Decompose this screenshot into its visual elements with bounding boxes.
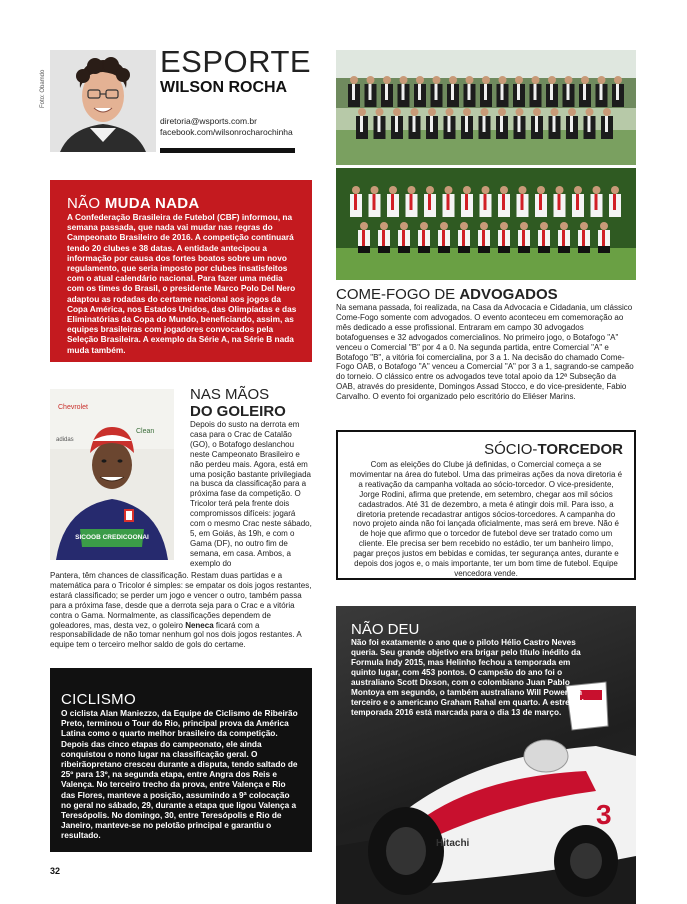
player-head <box>614 76 622 84</box>
player-stripe <box>413 116 416 132</box>
player-shorts <box>356 132 368 139</box>
comefogo-title <box>336 286 558 303</box>
player-shorts <box>458 246 470 253</box>
player-stripe <box>535 116 538 132</box>
player-head <box>600 222 608 230</box>
player-stripe <box>468 84 471 100</box>
player-stripe <box>428 194 431 210</box>
player-stripe <box>465 116 468 132</box>
player-stripe <box>616 84 619 100</box>
contact-info <box>160 116 293 138</box>
player-shorts <box>530 100 542 107</box>
player-stripe <box>595 194 598 210</box>
player-stripe <box>462 230 465 246</box>
player-shorts <box>535 210 547 217</box>
player-shorts <box>538 246 550 253</box>
facebook-link[interactable]: facebook.com/wilsonrocharochinha <box>160 127 293 137</box>
player-stripe <box>534 84 537 100</box>
player-head <box>480 222 488 230</box>
player-head <box>426 186 434 194</box>
player-stripe <box>600 84 603 100</box>
player-head <box>460 222 468 230</box>
player-shorts <box>558 246 570 253</box>
goalkeeper-title <box>190 386 286 420</box>
player-stripe <box>360 116 363 132</box>
player-shorts <box>497 100 509 107</box>
goalkeeper-text-before: Pantera, têm chances de classificação. Restam duas partidas e a matemática para o Tricolor é simples: se empatar os dois jogos restantes, estará classificado; se perder um jogo e vencer o outro, também passa para a próxima fase, desde que a derrota seja para o Crac e a vitória contra o Gama. Normalmente, as classificações dependem de goleadores, mas, desta vez, o goleiro <box>50 571 312 630</box>
cycling-body: O ciclista Alan Maniezzo, da Equipe de Ciclismo de Ribeirão Preto, terminou o Tour do Rio, principal prova da América Latina como o quarto melhor brasileiro da competição. Depois das cinco etapas do campeonato, ele ainda conquistou o nono lugar na classificação geral. O ribeirãopretano cresceu durante a disputa, tendo saltado de 25º para 13º, na segunda etapa, entre Angra dos Reis e Valença. No terceiro trecho da prova, entre Valença e Rio das Flores, manteve a posição, assumindo a 9ª colocação no geral no sábado, 29, durante a etapa que ligou Valença a Teresópolis. No domingo, 30, entre Teresópolis e Rio de Janeiro, manteve-se no pelotão principal e garantiu o resultado. <box>61 708 298 841</box>
player-shorts <box>591 210 603 217</box>
player-stripe <box>435 84 438 100</box>
player-stripe <box>502 230 505 246</box>
player-stripe <box>582 230 585 246</box>
page-number: 32 <box>50 866 61 876</box>
nao-deu-driver-name: Hélio Castro Neves <box>501 638 576 647</box>
player-stripe <box>430 116 433 132</box>
player-stripe <box>484 194 487 210</box>
svg-text:Chevrolet: Chevrolet <box>58 404 88 411</box>
player-stripe <box>451 84 454 100</box>
player-shorts <box>478 246 490 253</box>
player-head <box>540 222 548 230</box>
player-head <box>383 76 391 84</box>
player-head <box>380 222 388 230</box>
player-head <box>482 186 490 194</box>
player-shorts <box>579 100 591 107</box>
player-head <box>463 108 471 116</box>
car-number: 3 <box>596 799 612 830</box>
player-head <box>367 76 375 84</box>
player-head <box>416 76 424 84</box>
player-shorts <box>414 100 426 107</box>
team-photo-comercial <box>336 168 636 280</box>
player-shorts <box>596 100 608 107</box>
goalkeeper-title-line2: DO GOLEIRO <box>190 403 286 420</box>
svg-text:adidas: adidas <box>56 437 74 443</box>
player-head <box>533 108 541 116</box>
player-shorts <box>358 246 370 253</box>
player-head <box>400 76 408 84</box>
player-head <box>568 108 576 116</box>
player-shorts <box>365 100 377 107</box>
player-stripe <box>518 116 521 132</box>
shirt-sponsor: SICOOB CREDICOONAI <box>75 534 149 541</box>
player-shorts <box>531 132 543 139</box>
player-stripe <box>542 230 545 246</box>
player-stripe <box>418 84 421 100</box>
player-head <box>598 76 606 84</box>
player-shorts <box>480 210 492 217</box>
player-shorts <box>391 132 403 139</box>
player-head <box>466 76 474 84</box>
player-head <box>411 108 419 116</box>
player-shorts <box>498 246 510 253</box>
cycling-title: CICLISMO <box>61 691 136 708</box>
player-head <box>593 186 601 194</box>
red-news-box <box>50 180 312 362</box>
player-head <box>611 186 619 194</box>
player-shorts <box>406 210 418 217</box>
player-shorts <box>479 132 491 139</box>
player-stripe <box>362 230 365 246</box>
goalkeeper-illustration <box>50 389 174 560</box>
player-stripe <box>382 230 385 246</box>
goalkeeper-title-line1: NAS MÃOS <box>190 386 270 403</box>
player-shorts <box>563 100 575 107</box>
player-shorts <box>350 210 362 217</box>
player-stripe <box>378 116 381 132</box>
player-stripe <box>501 84 504 100</box>
player-shorts <box>418 246 430 253</box>
player-shorts <box>578 246 590 253</box>
player-shorts <box>609 210 621 217</box>
comefogo-body: Na semana passada, foi realizada, na Casa da Advocacia e Cidadania, um clássico Come-Fogo somente com advogados. O evento aconteceu em comemoração ao mês dedicado a esse profissional. Entraram em campo 30 advogados botafoguenses e 32 advogados comercialinos. No primeiro jogo, o Botafogo "A" venceu o Comercial "B" por 4 a 0. Na segunda partida, entre Comercial "A" e Botafogo "B", a vitória foi comercialina, por 3 a 1. Na decisão do chamado Come-Fogo OAB, o Botafogo "A" venceu a Comercial "A" por 3 a 1, sagrando-se campeão do torneio. O clássico entre os advogados teve total apoio da 12ª Subseção da OAB, através do presidente, Domingos Assad Stocco, e do vice-presidente, Fabio Carvalho. O evento foi organizado pelo escritório do Eliéser Marins. <box>336 303 634 402</box>
player-head <box>446 108 454 116</box>
player-shorts <box>496 132 508 139</box>
player-head <box>498 108 506 116</box>
player-shorts <box>409 132 421 139</box>
player-head <box>449 76 457 84</box>
email-link[interactable]: diretoria@wsports.com.br <box>160 116 257 126</box>
player-stripe <box>550 84 553 100</box>
player-stripe <box>522 230 525 246</box>
red-box-title-plain: NÃO <box>67 195 105 212</box>
red-box-body: A Confederação Brasileira de Futebol (CBF) informou, na semana passada, que nada vai mudar nas regras do Campeonato Brasileiro de 2016. A competição continuará tendo 20 clubes e 38 datas. A entidade antecipou a informação por causa dos fortes boatos sobre um novo regulamento, que seria imposto por clubes insatisfeitos com o atual calendário nacional. Para fazer uma média com os times do Brasil, o presidente Marco Polo Del Nero adaptou as rodadas do certame nacional aos jogos da Copa América, nos Estados Unidos, das Olimpíadas e das Eliminatórias da Copa do Mundo, beneficiando, assim, as equipes brasileiras com jogadores convocados pela Seleção Brasileira. A exemplo da Série A, na Série B nada muda também. <box>67 212 297 355</box>
player-stripe <box>502 194 505 210</box>
player-head <box>420 222 428 230</box>
section-title: ESPORTE <box>160 44 312 79</box>
player-shorts <box>464 100 476 107</box>
player-stripe <box>410 194 413 210</box>
player-stripe <box>521 194 524 210</box>
socio-title-bold: TORCEDOR <box>537 441 623 458</box>
player-shorts <box>461 132 473 139</box>
player-head <box>565 76 573 84</box>
portrait-illustration <box>50 50 156 152</box>
svg-text:Clean: Clean <box>136 428 155 435</box>
player-stripe <box>483 116 486 132</box>
player-shorts <box>598 246 610 253</box>
player-shorts <box>549 132 561 139</box>
player-head <box>433 76 441 84</box>
nao-deu-body-before: Não foi exatamente o ano que o piloto <box>351 638 502 647</box>
player-head <box>520 222 528 230</box>
goalkeeper-name-bold: Neneca <box>185 620 214 630</box>
player-stripe <box>482 230 485 246</box>
socio-torcedor-box <box>336 430 636 580</box>
player-head <box>376 108 384 116</box>
player-stripe <box>553 116 556 132</box>
player-shorts <box>498 210 510 217</box>
player-head <box>603 108 611 116</box>
player-stripe <box>373 194 376 210</box>
player-head <box>515 76 523 84</box>
player-stripe <box>567 84 570 100</box>
team-photo-botafogo <box>336 50 636 165</box>
player-head <box>482 76 490 84</box>
player-head <box>516 108 524 116</box>
svg-text:Hitachi: Hitachi <box>436 838 470 849</box>
player-head <box>400 222 408 230</box>
player-head <box>556 186 564 194</box>
player-shorts <box>369 210 381 217</box>
player-shorts <box>480 100 492 107</box>
comefogo-title-plain: COME-FOGO DE <box>336 286 460 303</box>
team-photo-1-illustration <box>336 50 636 165</box>
player-head <box>393 108 401 116</box>
player-stripe <box>402 230 405 246</box>
nao-deu-title: NÃO DEU <box>351 621 420 638</box>
player-stripe <box>354 194 357 210</box>
player-stripe <box>570 116 573 132</box>
player-shorts <box>447 100 459 107</box>
columnist-name: WILSON ROCHA <box>160 79 288 96</box>
player-stripe <box>448 116 451 132</box>
red-box-title-bold: MUDA NADA <box>104 195 200 212</box>
player-shorts <box>513 100 525 107</box>
player-shorts <box>348 100 360 107</box>
player-head <box>408 186 416 194</box>
team-photo-2-illustration <box>336 168 636 280</box>
player-head <box>352 186 360 194</box>
player-shorts <box>438 246 450 253</box>
player-head <box>481 108 489 116</box>
player-stripe <box>539 194 542 210</box>
socio-title-plain: SÓCIO- <box>484 441 538 458</box>
player-stripe <box>395 116 398 132</box>
player-head <box>500 186 508 194</box>
nao-deu-body <box>351 638 596 718</box>
player-shorts <box>387 210 399 217</box>
player-stripe <box>442 230 445 246</box>
player-stripe <box>500 116 503 132</box>
player-shorts <box>566 132 578 139</box>
player-head <box>463 186 471 194</box>
player-head <box>358 108 366 116</box>
player-head <box>581 76 589 84</box>
player-head <box>574 186 582 194</box>
player-shorts <box>612 100 624 107</box>
player-shorts <box>426 132 438 139</box>
player-head <box>537 186 545 194</box>
player-stripe <box>602 230 605 246</box>
player-shorts <box>601 132 613 139</box>
goalkeeper-photo <box>50 389 174 560</box>
player-shorts <box>443 210 455 217</box>
player-stripe <box>613 194 616 210</box>
player-stripe <box>562 230 565 246</box>
player-stripe <box>385 84 388 100</box>
player-stripe <box>517 84 520 100</box>
player-stripe <box>369 84 372 100</box>
player-shorts <box>398 246 410 253</box>
socio-torcedor-body: Com as eleições do Clube já definidas, o Comercial começa a se movimentar na área do futebol. Uma das primeiras ações da nova diretoria é a reativação da campanha voltada ao sócio-torcedor. O vice-presidente, Jorge Rodini, afirma que pretende, em setembro, chegar aos mil sócios cadastrados. Até 31 de dezembro, a meta é atingir dois mil. Para isso, a diretoria pretende recadastrar antigos sócios-torcedores. A campanha do novo projeto ainda não foi lançada oficialmente, mas será em breve. Não é de hoje que afirmo que o torcedor de futebol deve ser tratado como um cliente. Ele precisa ser bem recebido no estádio, ter um banheiro limpo, pagar preços justos em bebidas e comidas, ter segurança antes, durante e depois dos jogos e, o mais importante, ter um bom time de futebol. Equipe vencedora vende. <box>349 460 623 578</box>
comefogo-title-bold: ADVOGADOS <box>459 286 558 303</box>
player-shorts <box>546 100 558 107</box>
player-head <box>371 186 379 194</box>
player-stripe <box>391 194 394 210</box>
player-stripe <box>422 230 425 246</box>
player-stripe <box>588 116 591 132</box>
player-head <box>360 222 368 230</box>
player-stripe <box>352 84 355 100</box>
player-stripe <box>402 84 405 100</box>
player-shorts <box>518 246 530 253</box>
player-head <box>428 108 436 116</box>
goalkeeper-text-after: ficará com a responsabilidade de não tomar nenhum gol nos dois jogos restantes. A equipe tem o terceiro melhor saldo de gols do certame. <box>50 620 302 650</box>
player-stripe <box>558 194 561 210</box>
socio-torcedor-title <box>349 442 623 458</box>
player-shorts <box>374 132 386 139</box>
cycling-box <box>50 668 312 852</box>
player-head <box>560 222 568 230</box>
player-head <box>440 222 448 230</box>
player-head <box>389 186 397 194</box>
player-shorts <box>431 100 443 107</box>
player-stripe <box>447 194 450 210</box>
player-shorts <box>572 210 584 217</box>
player-head <box>532 76 540 84</box>
nao-deu-body-after: queria. Seu grande objetivo era brigar pelo título inédito da Formula Indy 2015, mas Helinho fechou a temporada em quinto lugar, com 453 pontos. O campeão do ano foi o australiano Scott Dixson, com o colombiano Juan Pablo Montoya em segundo, o também australiano Will Power em terceiro e o americano Graham Rahal em quarto. A estreia da temporada 2016 está marcada para o dia 13 de março. <box>351 648 589 717</box>
player-shorts <box>444 132 456 139</box>
player-head <box>350 76 358 84</box>
player-head <box>519 186 527 194</box>
player-head <box>499 76 507 84</box>
photo-credit: Foto: Obamdo <box>40 69 46 108</box>
player-head <box>500 222 508 230</box>
player-head <box>580 222 588 230</box>
player-stripe <box>484 84 487 100</box>
player-shorts <box>381 100 393 107</box>
goalkeeper-text-continuation <box>50 571 312 650</box>
player-head <box>551 108 559 116</box>
player-stripe <box>605 116 608 132</box>
player-shorts <box>514 132 526 139</box>
player-head <box>548 76 556 84</box>
columnist-portrait <box>50 50 156 152</box>
player-shorts <box>517 210 529 217</box>
player-shorts <box>584 132 596 139</box>
player-shorts <box>398 100 410 107</box>
player-shorts <box>554 210 566 217</box>
player-stripe <box>583 84 586 100</box>
player-stripe <box>465 194 468 210</box>
player-shorts <box>461 210 473 217</box>
goalkeeper-text-column: Depois do susto na derrota em casa para o Crac de Catalão (GO), o Botafogo deslanchou neste Campeonato Brasileiro e não perdeu mais. Agora, está em uma posição bastante privilegiada na busca da classificação para a próxima fase da competição. O Tricolor terá pela frente dois compromissos difíceis: jogará com o mesmo Crac neste sábado, 5, em Goiás, às 19h, e com o Gama (DF), no outro fim de semana, em casa. Ambos, a exemplo do <box>190 420 312 568</box>
header-rule <box>160 148 295 153</box>
player-stripe <box>576 194 579 210</box>
player-shorts <box>424 210 436 217</box>
red-box-title <box>67 196 298 212</box>
player-shorts <box>378 246 390 253</box>
player-head <box>445 186 453 194</box>
player-head <box>586 108 594 116</box>
